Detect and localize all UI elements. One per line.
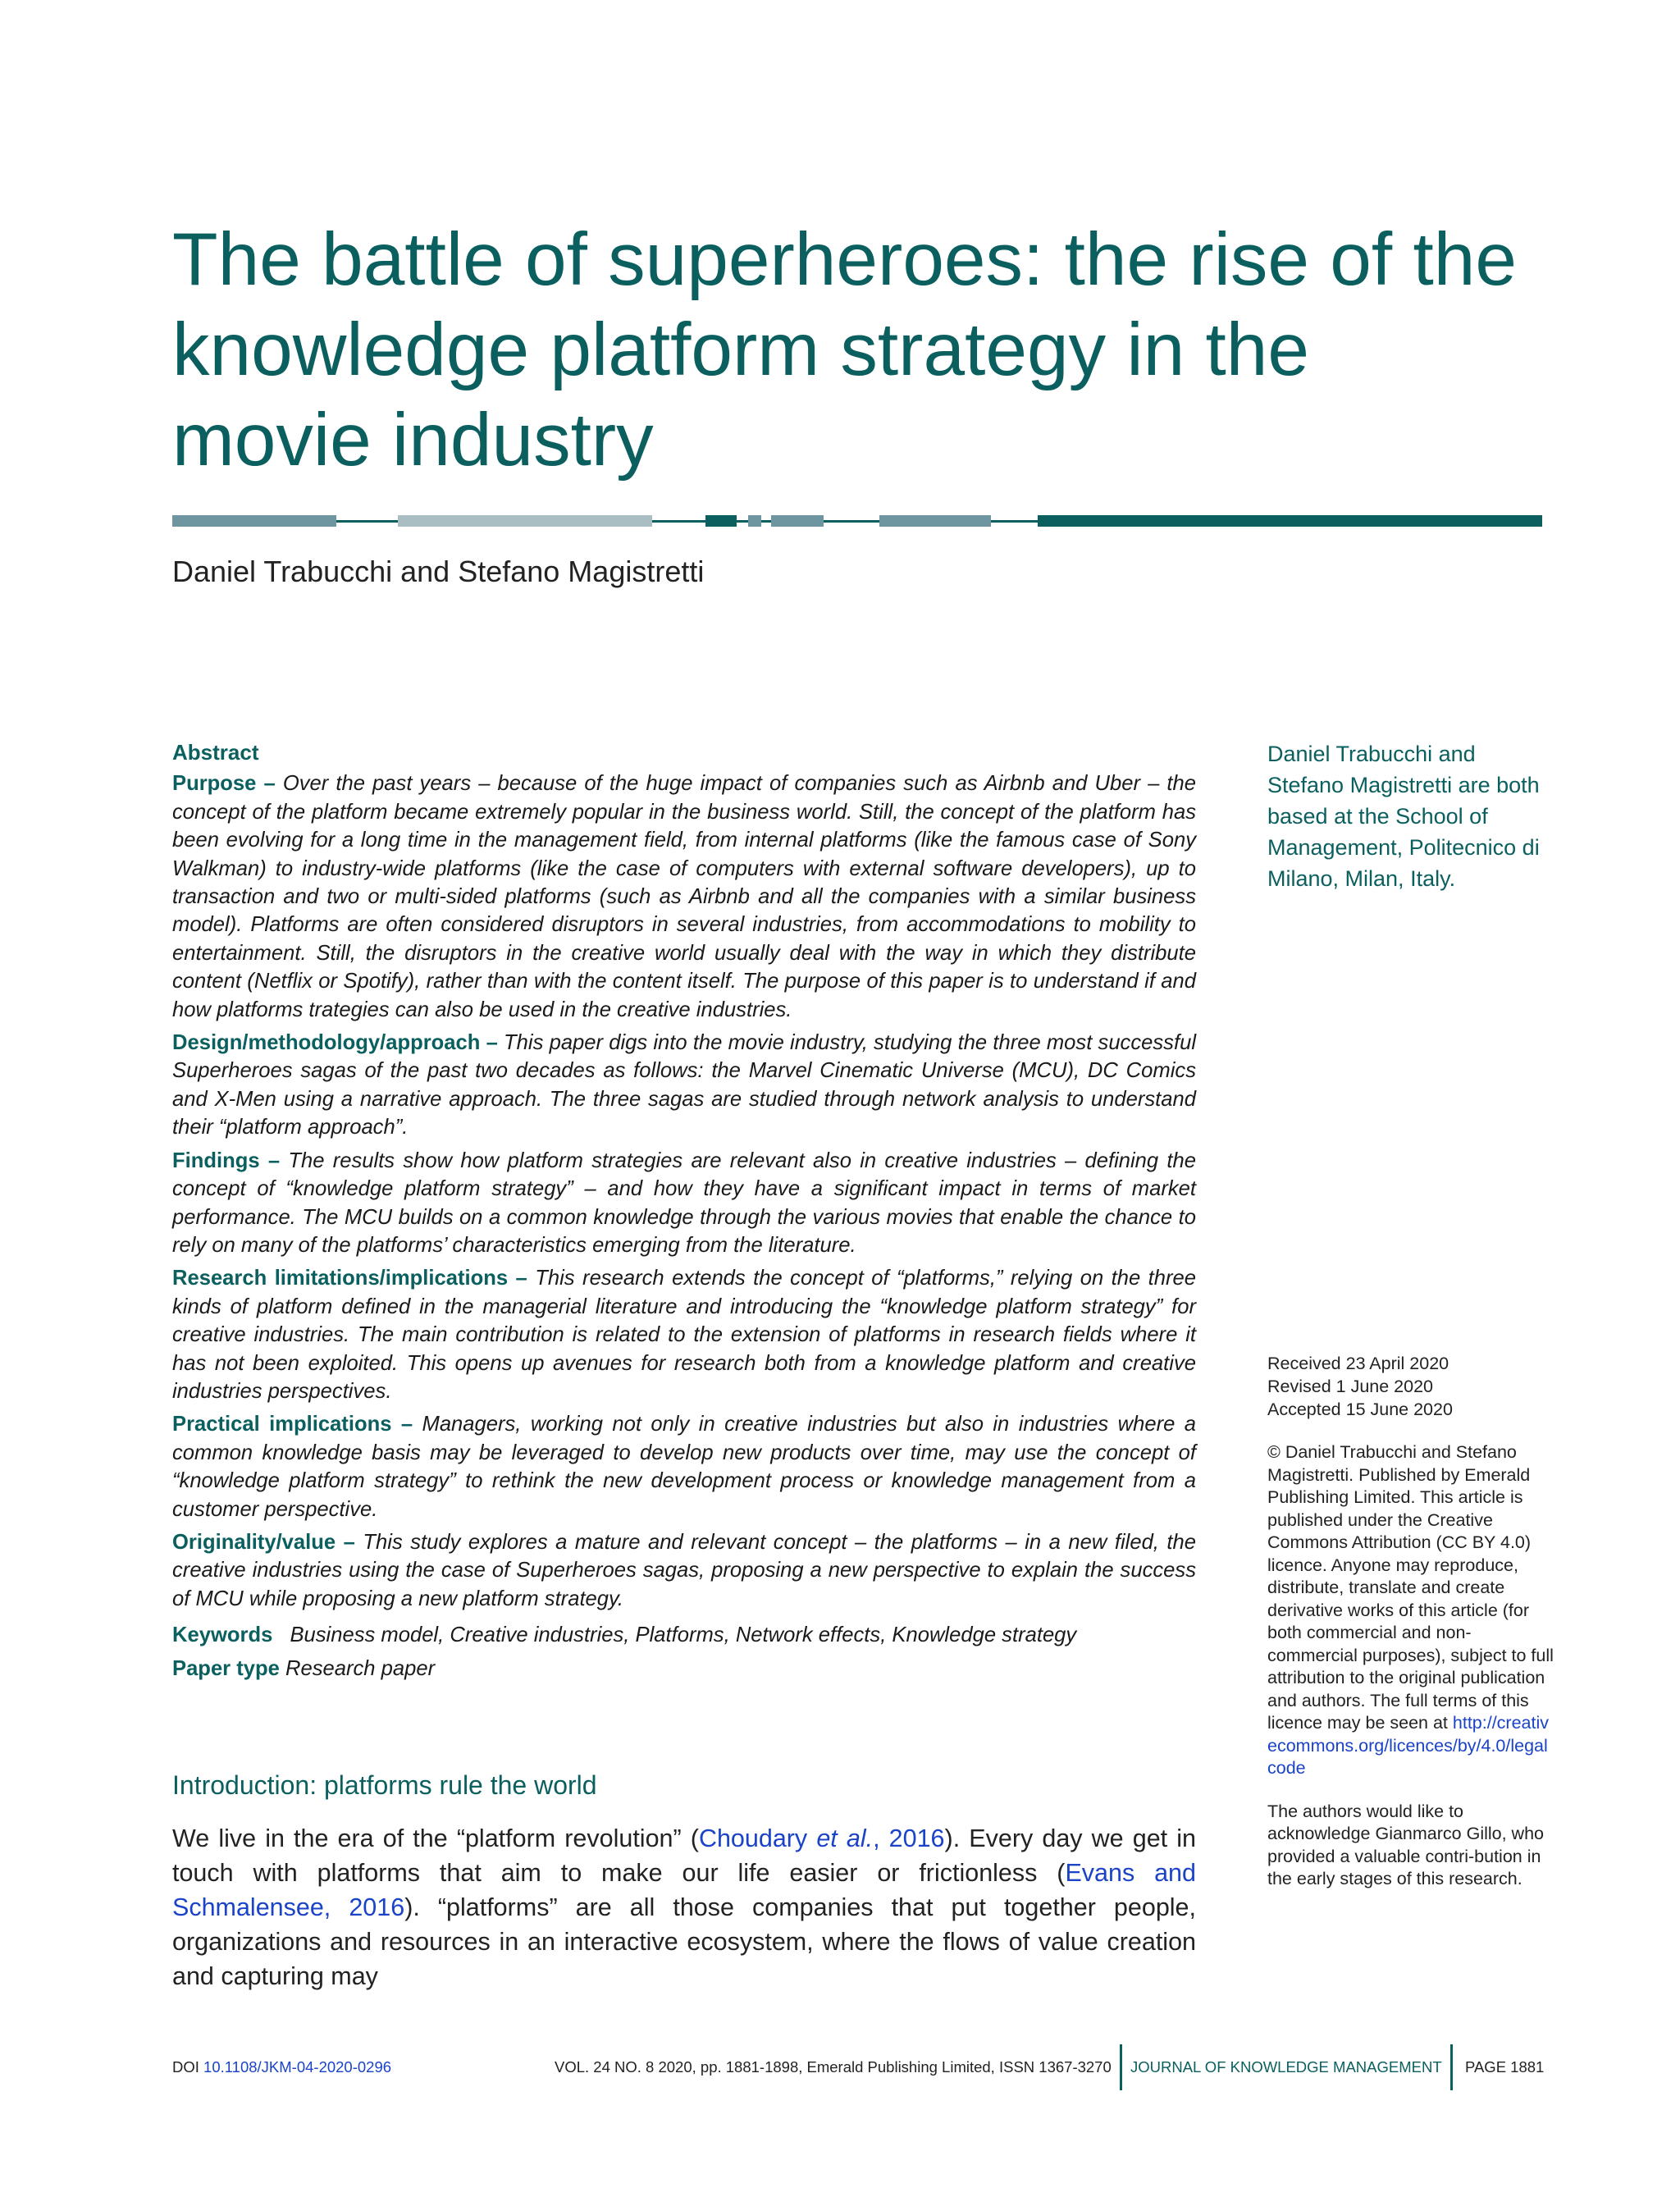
keywords-text: Business model, Creative industries, Platforms, Network effects, Knowledge strategy	[290, 1623, 1077, 1647]
title-line-3: movie industry	[172, 399, 654, 482]
intro-text-3: ). “platforms” are all those companies that put together people, organizations and resources in an interactive ecosystem, where the flows of value creation and capturing may	[172, 1893, 1196, 1990]
citation-choudary-etal: et al.	[816, 1824, 874, 1852]
author-affiliation: Daniel Trabucchi and Stefano Magistretti are both based at the School of Management, Politecnico di Milano, Milan, Italy.	[1267, 742, 1540, 891]
title-divider	[172, 514, 1542, 528]
paper-type-label: Paper type	[172, 1656, 280, 1680]
introduction-paragraph	[172, 1821, 1196, 1993]
originality-text: This study explores a mature and relevant concept – the platforms – in a new filed, the creative industries using the case of Superheroes sagas, proposing a new perspective to explain the success of MCU while proposing a new platform strategy.	[172, 1530, 1196, 1610]
limitations-paragraph	[172, 1264, 1196, 1405]
design-paragraph	[172, 1029, 1196, 1142]
intro-text-2: ). Every day we get in touch with platforms that aim to make our life easier or frictionless (	[172, 1824, 1196, 1887]
license-link[interactable]: http://creativecommons.org/licences/by/4.0/legalcode	[1267, 1713, 1549, 1778]
originality-label: Originality/value –	[172, 1530, 355, 1554]
title-line-2: knowledge platform strategy in the	[172, 308, 1309, 391]
abstract-heading: Abstract	[172, 740, 259, 765]
page-footer	[0, 2044, 1680, 2094]
citation-evans[interactable]: Evans and Schmalensee, 2016	[172, 1859, 1196, 1921]
doi	[172, 2058, 391, 2076]
purpose-paragraph	[172, 769, 1196, 1024]
purpose-label: Purpose –	[172, 772, 276, 796]
footer-divider-1	[1120, 2044, 1122, 2090]
practical-text: Managers, working not only in creative industries but also in industries where a common knowledge basis may be leveraged to develop new products over time, may use the concept of “knowledge platform strategy” to rethink the new development process or knowledge management from a customer perspective.	[172, 1413, 1196, 1521]
revised-date: Revised 1 June 2020	[1267, 1377, 1434, 1396]
article-history	[1267, 1352, 1554, 1421]
acknowledgement-note: The authors would like to acknowledge Gianmarco Gillo, who provided a valuable contri-bution in the early stages of this research.	[1267, 1801, 1544, 1888]
keywords-label: Keywords	[172, 1623, 273, 1647]
practical-paragraph	[172, 1410, 1196, 1523]
volume-info: VOL. 24 NO. 8 2020, pp. 1881-1898, Emerald Publishing Limited, ISSN 1367-3270	[555, 2058, 1112, 2076]
findings-paragraph	[172, 1147, 1196, 1260]
accepted-date: Accepted 15 June 2020	[1267, 1400, 1453, 1419]
journal-name: JOURNAL OF KNOWLEDGE MANAGEMENT	[1130, 2058, 1442, 2076]
authors-line: Daniel Trabucchi and Stefano Magistretti	[172, 555, 705, 588]
doi-link[interactable]: 10.1108/JKM-04-2020-0296	[203, 2058, 392, 2076]
abstract-section	[172, 738, 1196, 1687]
keywords-row	[172, 1621, 1196, 1649]
paper-type-text: Research paper	[285, 1656, 436, 1680]
purpose-text: Over the past years – because of the huge impact of companies such as Airbnb and Uber – the concept of the platform became extremely popular in the business world. Still, the concept of the platform has been evolving for a long time in the management field, from internal platforms (like the famous case of Sony Walkman) to industry-wide platforms (like the case of computers with external software developers), up to transaction and two or multi-sided platforms (such as Airbnb and all the companies with a similar business model). Platforms are often considered disruptors in several industries, from accommodations to mobility to entertainment. Still, the disruptors in the creative world usually deal with the way in which they distribute content (Netflix or Spotify), rather than with the content itself. The purpose of this paper is to understand if and how platforms trategies can also be used in the creative industries.	[172, 772, 1196, 1021]
limitations-text: This research extends the concept of “platforms,” relying on the three kinds of platform defined in the managerial literature and introducing the “knowledge platform strategy” for creative industries. The main contribution is related to the extension of platforms in research fields where it has not been exploited. This opens up avenues for research both from a knowledge platform and creative industries perspectives.	[172, 1267, 1197, 1403]
page-number: PAGE 1881	[1465, 2058, 1545, 2076]
findings-text: The results show how platform strategies are relevant also in creative industries – defining the concept of “knowledge platform strategy” – and how they have a significant impact in terms of market performance. The MCU builds on a common knowledge through the various movies that enable the chance to rely on many of the platforms’ characteristics emerging from the literature.	[172, 1149, 1196, 1257]
findings-label: Findings –	[172, 1149, 281, 1172]
license-text: © Daniel Trabucchi and Stefano Magistretti. Published by Emerald Publishing Limited. This article is published under the Creative Commons Attribution (CC BY 4.0) licence. Anyone may reproduce, distribute, translate and create derivative works of this article (for both commercial and non-commercial purposes), subject to full attribution to the original publication and authors. The full terms of this licence may be seen at	[1267, 1442, 1554, 1733]
practical-label: Practical implications –	[172, 1413, 413, 1436]
citation-choudary-year: , 2016	[873, 1824, 945, 1852]
title-line-1: The battle of superheroes: the rise of the	[172, 218, 1517, 301]
intro-text-1: We live in the era of the “platform revolution” (	[172, 1824, 699, 1852]
license-note	[1267, 1441, 1554, 1780]
introduction-heading: Introduction: platforms rule the world	[172, 1770, 597, 1800]
citation-choudary-author: Choudary	[698, 1824, 817, 1852]
design-text: This paper digs into the movie industry, studying the three most successful Superheroes sagas of the past two decades as follows: the Marvel Cinematic Universe (MCU), DC Comics and X-Men using a narrative approach. The three sagas are studied through network analysis to understand their “platform approach”.	[172, 1031, 1196, 1139]
doi-label: DOI	[172, 2058, 204, 2076]
article-title	[172, 215, 1567, 486]
received-date: Received 23 April 2020	[1267, 1354, 1449, 1373]
originality-paragraph	[172, 1528, 1196, 1613]
citation-choudary[interactable]	[699, 1824, 945, 1852]
limitations-label: Research limitations/implications –	[172, 1267, 527, 1290]
footer-divider-2	[1450, 2044, 1453, 2090]
design-label: Design/methodology/approach –	[172, 1031, 498, 1055]
side-notes	[1267, 1352, 1554, 1911]
paper-type-row	[172, 1655, 1196, 1683]
